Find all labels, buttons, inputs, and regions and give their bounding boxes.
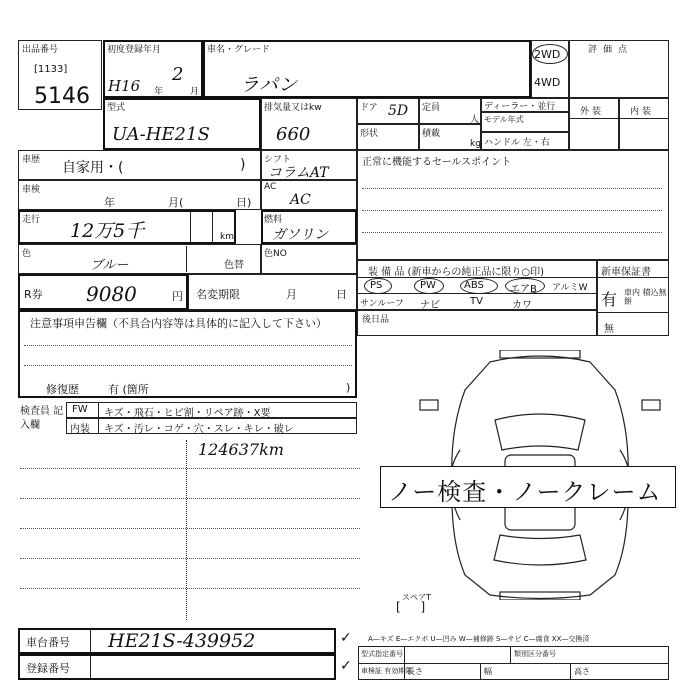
inspector-label: 検査員 記入欄: [20, 406, 64, 431]
fuel-label: 燃料: [264, 215, 283, 225]
selling-label: 正常に機能するセールスポイント: [362, 157, 512, 168]
notes-label: 注意事項申告欄（不具合内容等は具体的に記入して下さい）: [30, 317, 327, 330]
equip-tv: TV: [470, 296, 483, 307]
odometer-note: 124637km: [198, 440, 284, 459]
capacity-unit: 人: [470, 115, 480, 125]
shift-label: シフト: [264, 155, 292, 165]
modelyear-label: モデル年式: [484, 115, 524, 124]
history-close: ): [240, 157, 246, 173]
doors-value: 5D: [388, 103, 409, 119]
capacity-label: 定員: [422, 103, 441, 113]
spec-wid: 幅: [484, 667, 492, 676]
load-unit: kg: [470, 139, 481, 149]
equip-airbag: エアB: [510, 284, 537, 295]
color-div: [186, 246, 187, 272]
mileage-unit: km: [220, 232, 234, 242]
exterior-label: 外装: [580, 107, 605, 117]
spec-hgt: 高さ: [574, 667, 590, 676]
reg-month: 2: [172, 64, 184, 85]
drive-2wd: 2WD: [534, 48, 561, 61]
drive-4wd: 4WD: [534, 76, 561, 89]
repair-label: 修復歴: [46, 383, 79, 396]
inspection-tsuki: 月(: [168, 196, 184, 209]
reg-nen: 年: [154, 87, 164, 97]
spec-date: 車検証 有効期限: [361, 667, 413, 675]
repair-value: 有 (箇所: [108, 383, 149, 396]
tax-label: 名変期限: [196, 288, 240, 301]
fw-items: キズ・飛石・ヒビ割・リペア跡・X要: [104, 408, 271, 419]
tax-tsuki: 月: [286, 288, 297, 301]
shift-value: コラムAT: [268, 165, 329, 181]
fw-label: FW: [72, 404, 88, 415]
mileage-value: 12万5千: [70, 220, 145, 242]
color-value: ブルー: [90, 258, 129, 273]
color-label: 色: [22, 249, 32, 259]
reg-tsuki: 月: [190, 87, 200, 97]
spec-len: 長さ: [407, 667, 423, 676]
equip-leather: カワ: [512, 300, 532, 311]
disp-value: 660: [276, 124, 311, 145]
equip-label: 装 備 品 (新車からの純正品に限り○印): [368, 267, 545, 278]
lot-code: [1133]: [34, 64, 68, 75]
equip-alumi: アルミW: [552, 283, 588, 293]
inspection-nen: 年: [104, 196, 115, 209]
check-mark-2: ✓: [340, 658, 352, 674]
inspection-hi: 日): [236, 196, 252, 209]
chassis-label: 車台番号: [26, 636, 70, 649]
model-value: ラパン: [240, 74, 298, 96]
spare-value: [ ]: [396, 600, 434, 614]
spec-cert: 型式指定番号: [361, 650, 403, 658]
recycle-unit: 円: [172, 290, 183, 303]
load-label: 積載: [422, 129, 441, 139]
rear-window: [494, 535, 586, 565]
in-items: キズ・汚レ・コゲ・穴・スレ・キレ・破レ: [104, 424, 294, 435]
doors-label: ドア: [360, 103, 378, 113]
spec-class: 類別区分番号: [514, 650, 556, 658]
disp-label: 排気量又はkw: [264, 103, 322, 113]
history-box: [18, 150, 261, 180]
warranty-yes: 有: [601, 290, 618, 309]
ac-label: AC: [264, 182, 277, 192]
lot-label: 出品番号: [22, 45, 59, 55]
rating-divider: [569, 118, 669, 119]
repair-close: ): [346, 381, 351, 394]
shape-label: 形状: [360, 129, 379, 139]
inspection-box: [18, 180, 261, 210]
regno-label: 登録番号: [26, 662, 70, 675]
left-mirror: [420, 400, 438, 410]
mileage-div1: [190, 212, 191, 242]
chassis-value: HE21S-439952: [108, 630, 256, 652]
right-mirror: [642, 400, 660, 410]
check-mark-1: ✓: [340, 630, 352, 646]
handle-label: ハンドル 左・右: [484, 138, 550, 148]
spare-label: スペアT: [402, 593, 431, 602]
dealer-label: ディーラー・並行: [484, 102, 556, 112]
warranty-yes-sub: 車内 積込無餅: [624, 288, 667, 306]
color-change-label: 色替: [224, 260, 244, 271]
drive-2wd-circle: [532, 44, 568, 64]
equip-sunroof: サンルーフ: [360, 299, 404, 309]
colorcode-label: 色NO: [264, 249, 287, 259]
recycle-value: 9080: [86, 282, 137, 306]
windshield: [495, 414, 585, 450]
mileage-label: 走行: [22, 215, 41, 225]
front-bumper: [500, 350, 580, 358]
history-value: 自家用・(: [62, 160, 124, 176]
equip-abs: ABS: [464, 280, 484, 291]
warranty-no: 無: [604, 324, 614, 335]
mileage-div2: [212, 212, 213, 242]
lot-number: 5146: [34, 84, 90, 109]
ac-value: AC: [290, 192, 311, 208]
in-label: 内装: [70, 424, 90, 435]
equip-navi: ナビ: [420, 300, 440, 311]
warranty-label: 新車保証書: [601, 267, 651, 278]
model-label: 車名・グレード: [207, 45, 271, 55]
interior-label: 内装: [630, 107, 655, 117]
type-label: 型式: [107, 103, 126, 113]
rear-mods-box: [357, 310, 597, 336]
recycle-label: R券: [24, 288, 43, 301]
equip-ps: PS: [370, 280, 383, 291]
fuel-value: ガソリン: [272, 227, 328, 243]
reg-era: H16: [108, 77, 141, 95]
equip-pw: PW: [420, 280, 436, 291]
rear-mods-label: 後日品: [362, 315, 390, 325]
reg-label: 初度登録年月: [107, 45, 162, 55]
rating-label: 評価点: [588, 45, 634, 55]
damage-legend: A—キズ E—エクボ U—凹み W—補修跡 S—サビ C—腐食 XX—交換済: [368, 635, 590, 643]
tax-hi: 日: [336, 288, 347, 301]
type-value: UA-HE21S: [112, 124, 210, 145]
stamp-text: ノー検査・ノークレーム: [388, 478, 662, 506]
inspection-label: 車検: [22, 185, 41, 195]
history-label: 車歴: [22, 155, 41, 165]
